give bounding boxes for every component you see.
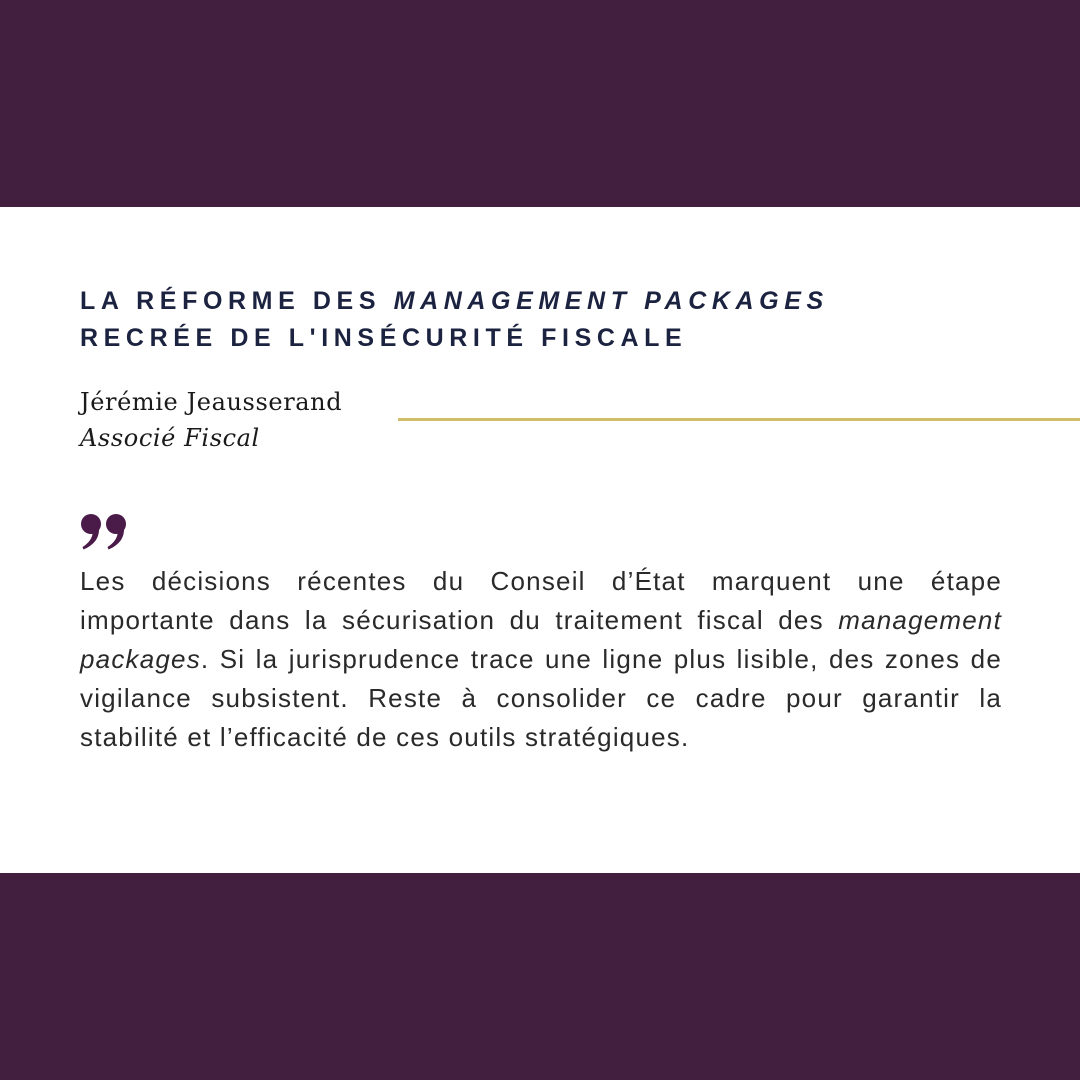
quote-text-part1: Les décisions récentes du Conseil d’État marquent une étape importante dans la sécurisation du traitement fiscal des: [80, 566, 1002, 635]
closing-quote-icon: [80, 511, 128, 551]
title-line2: RECRÉE DE L'INSÉCURITÉ FISCALE: [80, 324, 688, 352]
quote-text-emphasis: management packages: [80, 605, 1002, 674]
page-title: [80, 283, 1020, 357]
title-line1-prefix: LA RÉFORME DES: [80, 287, 394, 315]
author-name: Jérémie Jeausserand: [80, 388, 343, 416]
bottom-band: [0, 873, 1080, 1080]
author-role: Associé Fiscal: [80, 424, 260, 452]
top-band: [0, 0, 1080, 207]
title-line1-emphasis: MANAGEMENT PACKAGES: [393, 287, 829, 315]
quote-text-part2: . Si la jurisprudence trace une ligne plus lisible, des zones de vigilance subsistent. Reste à consolider ce cadre pour garantir la stabilité et l’efficacité de ces outils stratégiques.: [80, 644, 1002, 752]
quote-text: [80, 562, 1002, 757]
accent-divider: [398, 418, 1080, 421]
